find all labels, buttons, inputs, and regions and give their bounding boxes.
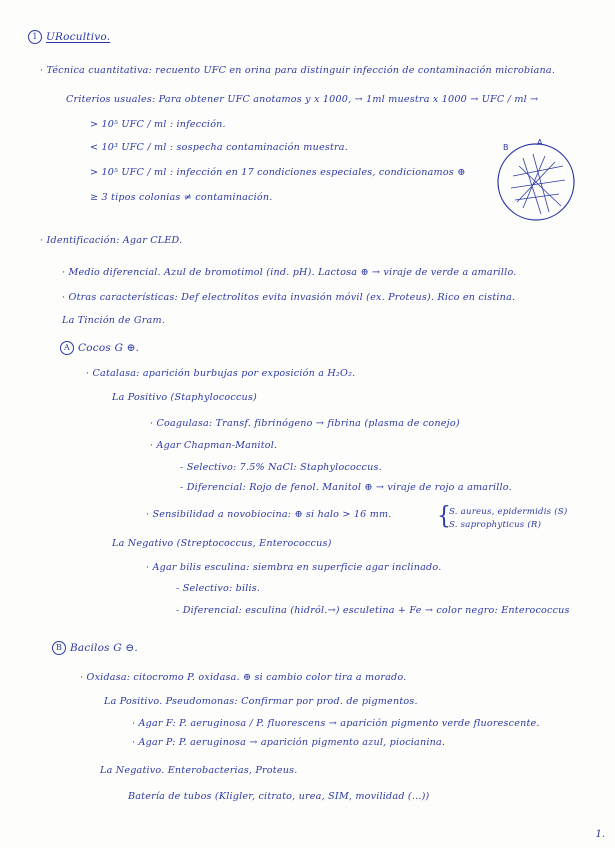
note-line: La Positivo (Staphylococcus) bbox=[112, 392, 257, 403]
page-number: 1. bbox=[595, 829, 605, 840]
note-line: - Diferencial: Rojo de fenol. Manitol ⊕ → viraje de rojo a amarillo. bbox=[180, 482, 512, 493]
note-line: < 10³ UFC / ml : sospecha contaminación muestra. bbox=[90, 142, 348, 153]
note-line: · Agar F: P. aeruginosa / P. fluorescens → aparición pigmento verde fluorescente. bbox=[132, 718, 540, 729]
subsection-heading-a bbox=[60, 341, 139, 355]
note-line: - Selectivo: 7.5% NaCl: Staphylococcus. bbox=[180, 462, 382, 473]
note-line: · Sensibilidad a novobiocina: ⊕ si halo > 16 mm. bbox=[146, 509, 392, 520]
subsection-label-a: A bbox=[60, 341, 74, 355]
note-line: S. aureus, epidermidis (S) bbox=[449, 507, 568, 517]
section-heading bbox=[28, 30, 110, 44]
note-line: · Catalasa: aparición burbujas por exposición a H₂O₂. bbox=[86, 368, 356, 379]
subsection-label-b: B bbox=[52, 641, 66, 655]
note-line: La Tinción de Gram. bbox=[62, 315, 166, 326]
section-number: 1 bbox=[28, 30, 42, 44]
note-line: ≥ 3 tipos colonias ≠ contaminación. bbox=[90, 192, 273, 203]
note-line: · Agar P: P. aeruginosa → aparición pigmento azul, piocianina. bbox=[132, 737, 446, 748]
note-line: · Agar Chapman-Manitol. bbox=[150, 440, 278, 451]
note-line: S. saprophyticus (R) bbox=[449, 520, 542, 530]
sketch-label-b: B bbox=[503, 143, 509, 152]
agar-plate-sketch bbox=[493, 136, 579, 222]
note-line: > 10⁵ UFC / ml : infección. bbox=[90, 119, 226, 130]
note-line: La Negativo. Enterobacterias, Proteus. bbox=[100, 765, 298, 776]
subsection-title-b: Bacilos G ⊖. bbox=[70, 642, 138, 654]
note-line: Criterios usuales: Para obtener UFC anotamos y x 1000, → 1ml muestra x 1000 → UFC / ml → bbox=[66, 94, 539, 105]
note-line: · Medio diferencial. Azul de bromotimol (ind. pH). Lactosa ⊕ → viraje de verde a amarillo. bbox=[62, 267, 517, 278]
note-line: · Otras características: Def electrolitos evita invasión móvil (ex. Proteus). Rico en cistina. bbox=[62, 292, 516, 303]
note-line: La Negativo (Streptococcus, Enterococcus) bbox=[112, 538, 332, 549]
note-line: · Identificación: Agar CLED. bbox=[40, 235, 183, 246]
subsection-heading-b bbox=[52, 641, 138, 655]
note-line: - Diferencial: esculina (hidról.→) esculetina + Fe → color negro: Enterococcus bbox=[176, 605, 570, 616]
subsection-title-a: Cocos G ⊕. bbox=[78, 342, 140, 354]
note-line: · Coagulasa: Transf. fibrinógeno → fibrina (plasma de conejo) bbox=[150, 418, 460, 429]
note-line: · Oxidasa: citocromo P. oxidasa. ⊕ si cambio color tira a morado. bbox=[80, 672, 407, 683]
note-line: · Técnica cuantitativa: recuento UFC en orina para distinguir infección de contaminación microbiana. bbox=[40, 65, 556, 76]
note-line: - Selectivo: bilis. bbox=[176, 583, 261, 594]
note-line: Batería de tubos (Kligler, citrato, urea, SIM, movilidad (...)) bbox=[128, 791, 430, 802]
note-line: · Agar bilis esculina: siembra en superficie agar inclinado. bbox=[146, 562, 442, 573]
sketch-label-a: A bbox=[537, 138, 543, 147]
section-title: URocultivo. bbox=[46, 31, 111, 43]
brace: { bbox=[437, 502, 451, 531]
note-line: La Positivo. Pseudomonas: Confirmar por prod. de pigmentos. bbox=[104, 696, 418, 707]
note-line: > 10⁵ UFC / ml : infección en 17 condiciones especiales, condicionamos ⊕ bbox=[90, 167, 466, 178]
